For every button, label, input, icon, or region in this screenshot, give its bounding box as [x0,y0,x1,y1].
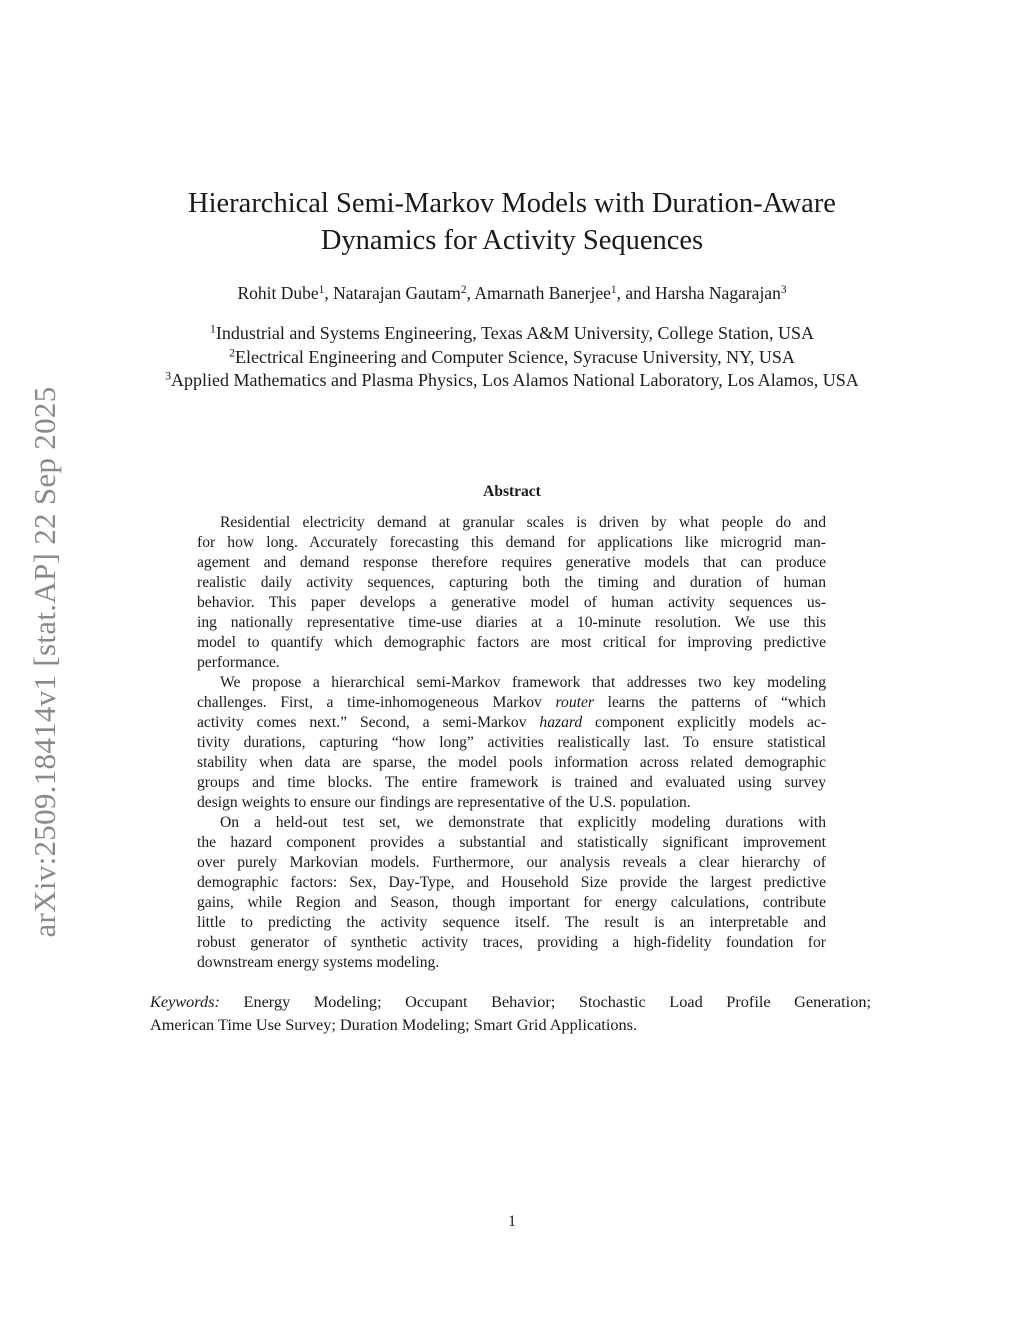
abstract-line: gains, while Region and Season, though important for energy calculations, contribute [197,894,826,911]
abstract-line: ing nationally representative time-use diaries at a 10-minute resolution. We use this [197,614,826,631]
abstract-paragraph [197,673,826,813]
title-line: Dynamics for Activity Sequences [320,225,704,256]
affiliation [150,322,874,346]
affiliation-text: Applied Mathematics and Plasma Physics, Los Alamos National Laboratory, Los Alamos, USA [171,370,859,390]
abstract-line: model to quantify which demographic factors are most critical for improving predictive [197,634,826,651]
affiliation-mark: 3 [165,369,172,383]
abstract-line: behavior. This paper develops a generative model of human activity sequences us- [197,594,826,611]
abstract-line: stability when data are sparse, the model pools information across related demographic [197,754,826,771]
author-affiliation-mark: 3 [780,283,787,296]
arxiv-side-stamp: arXiv:2509.18414v1 [stat.AP] 22 Sep 2025 [27,386,62,938]
keywords-text: Energy Modeling; Occupant Behavior; Stochastic Load Profile Generation; [219,992,871,1011]
keywords [150,990,871,1036]
abstract-line: agement and demand response therefore requires generative models that can produce [197,554,826,571]
keywords-line-2: American Time Use Survey; Duration Modeling; Smart Grid Applications. [150,1015,638,1034]
abstract-line: demographic factors: Sex, Day-Type, and Household Size provide the largest predictive [197,874,826,891]
page-number: 1 [508,1213,516,1230]
abstract-line: downstream energy systems modeling. [197,954,440,971]
author-name: Natarajan Gautam [333,283,461,303]
author-name: Harsha Nagarajan [654,283,781,303]
keywords-line-1 [150,990,871,1013]
abstract-paragraph [197,813,826,973]
abstract-line: performance. [197,654,280,671]
affiliation-text: Industrial and Systems Engineering, Texas A&M University, College Station, USA [215,323,815,343]
abstract-line: tivity durations, capturing “how long” activities realistically last. To ensure statistical [197,734,826,751]
abstract-line: We propose a hierarchical semi-Markov framework that addresses two key modeling [220,674,826,691]
affiliation [150,369,874,393]
abstract-line: the hazard component provides a substantial and statistically significant improvement [197,834,826,851]
abstract-line: for how long. Accurately forecasting this demand for applications like microgrid man- [197,534,826,551]
affiliation [150,346,874,370]
paper-title [0,185,1024,259]
affiliation-mark: 2 [229,346,235,360]
abstract-line: over purely Markovian models. Furthermore, our analysis reveals a clear hierarchy of [197,854,826,871]
affiliation-mark: 1 [209,322,216,336]
author-affiliation-mark: 1 [318,283,325,296]
abstract-line: groups and time blocks. The entire framework is trained and evaluated using survey [197,774,826,791]
title-line: Hierarchical Semi-Markov Models with Duration-Aware [188,188,836,219]
abstract-paragraph [197,513,826,673]
author-affiliation-mark: 2 [460,283,467,296]
abstract-heading: Abstract [483,483,541,500]
abstract-line: design weights to ensure our findings are representative of the U.S. population. [197,794,691,811]
keywords-label: Keywords: [150,992,220,1011]
abstract-line: activity comes next.” Second, a semi-Markov hazard component explicitly models ac- [197,714,827,731]
author-affiliation-mark: 1 [610,283,617,296]
author-list: Rohit Dube$^1$, Natarajan Gautam$^2$, Amarnath Banerjee$^1$, and Harsha Nagarajan$^3$ [237,283,787,303]
abstract-line: On a held-out test set, we demonstrate that explicitly modeling durations with [220,814,826,831]
author-name: Amarnath Banerjee [474,283,611,303]
affiliation-text: Electrical Engineering and Computer Science, Syracuse University, NY, USA [234,346,795,367]
emphasis: router [555,694,594,711]
abstract-line: challenges. First, a time-inhomogeneous Markov router learns the patterns of “which [197,694,826,711]
emphasis: hazard [539,714,583,731]
affiliations [150,322,874,393]
abstract-line: robust generator of synthetic activity traces, providing a high-fidelity foundation for [197,934,826,951]
abstract-body [197,513,826,973]
abstract-line: realistic daily activity sequences, capturing both the timing and duration of human [197,574,826,591]
abstract-line: little to predicting the activity sequence itself. The result is an interpretable and [197,914,826,931]
abstract-line: Residential electricity demand at granular scales is driven by what people do and [220,514,826,531]
author-name: Rohit Dube [237,283,319,303]
